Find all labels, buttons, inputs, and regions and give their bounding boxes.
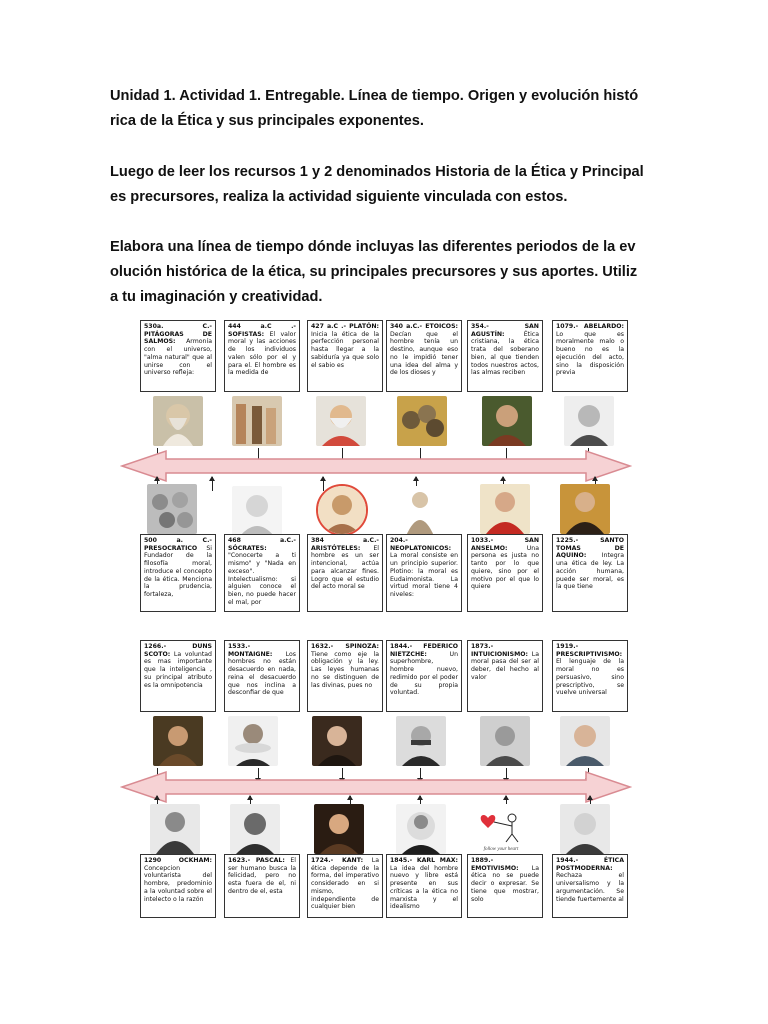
card-body: "Conocerte a ti mismo" y "Nada en exceso". Intelectualismo: si alguien conoce el bien, no puede hacer el mal, por <box>228 552 296 606</box>
card-body: La idea del hombre nuevo y libre está presente en sus críticas a la ética no marxista y el idealismo <box>390 864 458 911</box>
intuitionism-portrait <box>480 716 530 766</box>
intro-line: Luego de leer los recursos 1 y 2 denominados Historia de la Ética y Principal <box>110 164 644 180</box>
card-body: La voluntad es mas importante que la inteligencia , su principal atributo es la omnipotencia <box>144 650 212 689</box>
pythagoras-portrait <box>153 396 203 446</box>
card-body: Una persona es justa no tanto por lo que quiere, sino por el motivo por el que lo quiere <box>471 544 539 591</box>
timeline-card <box>552 640 628 712</box>
card-heading: 1533.- MONTAIGNE: <box>228 643 273 658</box>
presocratics-busts <box>147 484 197 534</box>
sophists-painting <box>232 396 282 446</box>
card-body: Rechaza el universalismo y la argumentación. Se tiende fuertemente al <box>556 872 624 903</box>
intro-paragraph-2 <box>110 160 660 210</box>
card-body: El lenguaje de la moral no es persuasivo, sino prescriptivo, se vuelve universal <box>556 658 624 697</box>
intro-line: rica de la Ética y sus principales exponentes. <box>110 113 424 129</box>
timeline-card <box>467 640 543 712</box>
card-heading: 500 a. C.- PRESOCRATICO <box>144 537 212 552</box>
saint-augustine-portrait <box>482 396 532 446</box>
timeline-card <box>224 320 300 392</box>
timeline-card <box>386 320 462 392</box>
timeline-card <box>140 320 216 392</box>
card-heading: 1845.- KARL MAX: <box>390 857 458 864</box>
timeline-tick <box>323 477 324 491</box>
timeline-card <box>552 854 628 918</box>
card-heading: 1844.- FEDERICO NIETZCHE: <box>390 643 458 658</box>
card-body: Si Fundador de la filosofía moral, introduce el concepto de la ética. Menciona la prudencia, fortaleza, <box>144 544 212 598</box>
card-body: El hombre es un ser intencional, actúa para alcanzar fines. Logro que el estudio del acto moral se <box>311 544 379 591</box>
pascal-portrait <box>230 804 280 854</box>
drawing-caption: follow your heart <box>483 847 519 852</box>
card-heading: 444 a.C .- SOFISTAS: <box>228 323 296 338</box>
card-heading: 1873.- INTUICIONISMO: <box>471 643 528 658</box>
card-heading: 1623.- PASCAL: <box>228 857 285 864</box>
timeline-section-1 <box>120 320 632 612</box>
socrates-bust <box>232 486 282 536</box>
card-body: Integra una ética de ley. La acción humana, puede ser moral, es la que tiene <box>556 552 624 591</box>
card-heading: 427 a.C .- PLATÓN: <box>311 323 379 330</box>
duns-scotus-portrait <box>153 716 203 766</box>
card-body: La ética no se puede decir o expresar. Se tiene que mostrar, solo <box>471 864 539 903</box>
timeline-tick <box>212 477 213 491</box>
timeline-card <box>467 320 543 392</box>
card-heading: 530a. C.- PITÁGORAS DE SALMOS: <box>144 323 212 346</box>
card-body: Inicia la ética de la perfección personal hasta llegar a la sabiduría ya que solo el sabio es <box>311 330 379 369</box>
timeline-card <box>467 534 543 612</box>
timeline-card <box>467 854 543 918</box>
card-body: El ser humano busca la felicidad, pero no esta fuera de el, ni dentro de el, esta <box>228 857 296 895</box>
karl-marx-portrait <box>396 804 446 854</box>
timeline-card <box>307 534 383 612</box>
timeline-card <box>224 640 300 712</box>
timeline-card <box>224 854 300 918</box>
intro-line: Elabora una línea de tiempo dónde incluyas las diferentes periodos de la ev <box>110 239 636 255</box>
intro-paragraph-3 <box>110 235 660 310</box>
follow-your-heart-drawing <box>476 804 526 854</box>
saint-anselm-portrait <box>480 484 530 534</box>
card-heading: 1889.- EMOTIVISMO: <box>471 857 519 872</box>
intro-line: Unidad 1. Actividad 1. Entregable. Línea de tiempo. Origen y evolución histó <box>110 88 639 104</box>
card-heading: 1724.- KANT: <box>311 857 364 864</box>
card-body: Los hombres no están desacuerdo en nada, reina el desacuerdo que nos inclina a desconfiar de que <box>228 650 296 697</box>
timeline-card <box>552 320 628 392</box>
card-heading: 354.- SAN AGUSTÍN: <box>471 323 539 338</box>
timeline-section-2 <box>120 640 632 918</box>
card-heading: 1266.- DUNS SCOTO: <box>144 643 212 658</box>
montaigne-portrait <box>228 716 278 766</box>
plato-portrait <box>316 396 366 446</box>
timeline-card <box>307 640 383 712</box>
abelard-portrait <box>564 396 614 446</box>
card-body: Concepcion voluntarista del hombre, predominio a la voluntad sobre el intelecto o la razón <box>144 864 212 903</box>
card-heading: 384 a.C.- ARISTÓTELES: <box>311 537 379 552</box>
card-body: Tiene como eje la obligación y la ley. Las leyes humanas no se distinguen de las divinas, pues no <box>311 650 379 689</box>
aristotle-portrait <box>316 484 368 536</box>
card-heading: 340 a.C.- ETOICOS: <box>390 323 458 330</box>
timeline-card <box>140 534 216 612</box>
intro-line: olución histórica de la ética, su principales precursores y sus aportes. Utiliz <box>110 264 638 280</box>
hare-portrait <box>560 716 610 766</box>
card-heading: 468 a.C.- SÓCRATES: <box>228 537 296 552</box>
card-heading: 1079.- ABELARDO: <box>556 323 624 330</box>
card-body: Armonía con el universo, "alma natural" que al unirse con el universo refleja: <box>144 338 212 377</box>
plotinus-figure <box>396 486 446 536</box>
timeline-card <box>552 534 628 612</box>
intro-line: es precursores, realiza la actividad siguiente vinculada con estos. <box>110 189 568 205</box>
card-heading: 1919.- PRESCRIPTIVISMO: <box>556 643 623 658</box>
timeline-card <box>224 534 300 612</box>
timeline-card <box>307 320 383 392</box>
timeline-card <box>140 640 216 712</box>
timeline-card <box>307 854 383 918</box>
card-body: Lo que es moralmente malo o bueno no es la ejecución del acto, sino la disposición previa <box>556 330 624 377</box>
card-body: Un superhombre, hombre nuevo, redimido por el poder de su propia voluntad. <box>390 650 458 697</box>
intro-paragraph-1 <box>110 84 660 134</box>
card-heading: 1632.- SPINOZA: <box>311 643 379 650</box>
stoics-busts <box>397 396 447 446</box>
card-body: Ética cristiana, la ética trata del soberano bien, al que tienden todos nuestros actos, las almas reciben <box>471 330 539 377</box>
kant-portrait <box>314 804 364 854</box>
spinoza-portrait <box>312 716 362 766</box>
intro-line: a tu imaginación y creatividad. <box>110 289 323 305</box>
thomas-aquinas-portrait <box>560 484 610 534</box>
card-body: La moral consiste en un principio superior. Plotino: la moral es Eudaimonista. La virtud moral tiene 4 niveles: <box>390 552 458 598</box>
timeline-card <box>386 640 462 712</box>
card-heading: 1225.- SANTO TOMAS DE AQUINO: <box>556 537 624 560</box>
card-body: La moral pasa del ser al deber, del hecho al valor <box>471 650 539 681</box>
timeline-card <box>386 534 462 612</box>
ockham-portrait <box>150 804 200 854</box>
card-heading: 204.- NEOPLATONICOS: <box>390 537 452 552</box>
card-heading: 1290 OCKHAM: <box>144 857 212 864</box>
card-heading: 1944.- ÉTICA POSTMODERNA: <box>556 857 624 872</box>
timeline-arrow <box>120 770 632 804</box>
card-body: La ética depende de la forma, del imperativo considerado en si mismo, independiente de cualquier bien <box>311 857 379 911</box>
card-body: El valor moral y las acciones de los individuos valen sólo por el y para el. El hombre es la medida de <box>228 330 296 377</box>
card-heading: 1033.- SAN ANSELMO: <box>471 537 539 552</box>
timeline-card <box>140 854 216 918</box>
timeline-card <box>386 854 462 918</box>
nietzsche-portrait <box>396 716 446 766</box>
postmodern-ethics-portrait <box>560 804 610 854</box>
card-body: Decían que el hombre tenía un destino, aunque eso no le impidió tener una idea del alma y de los dioses y <box>390 330 458 377</box>
timeline-arrow <box>120 449 632 483</box>
